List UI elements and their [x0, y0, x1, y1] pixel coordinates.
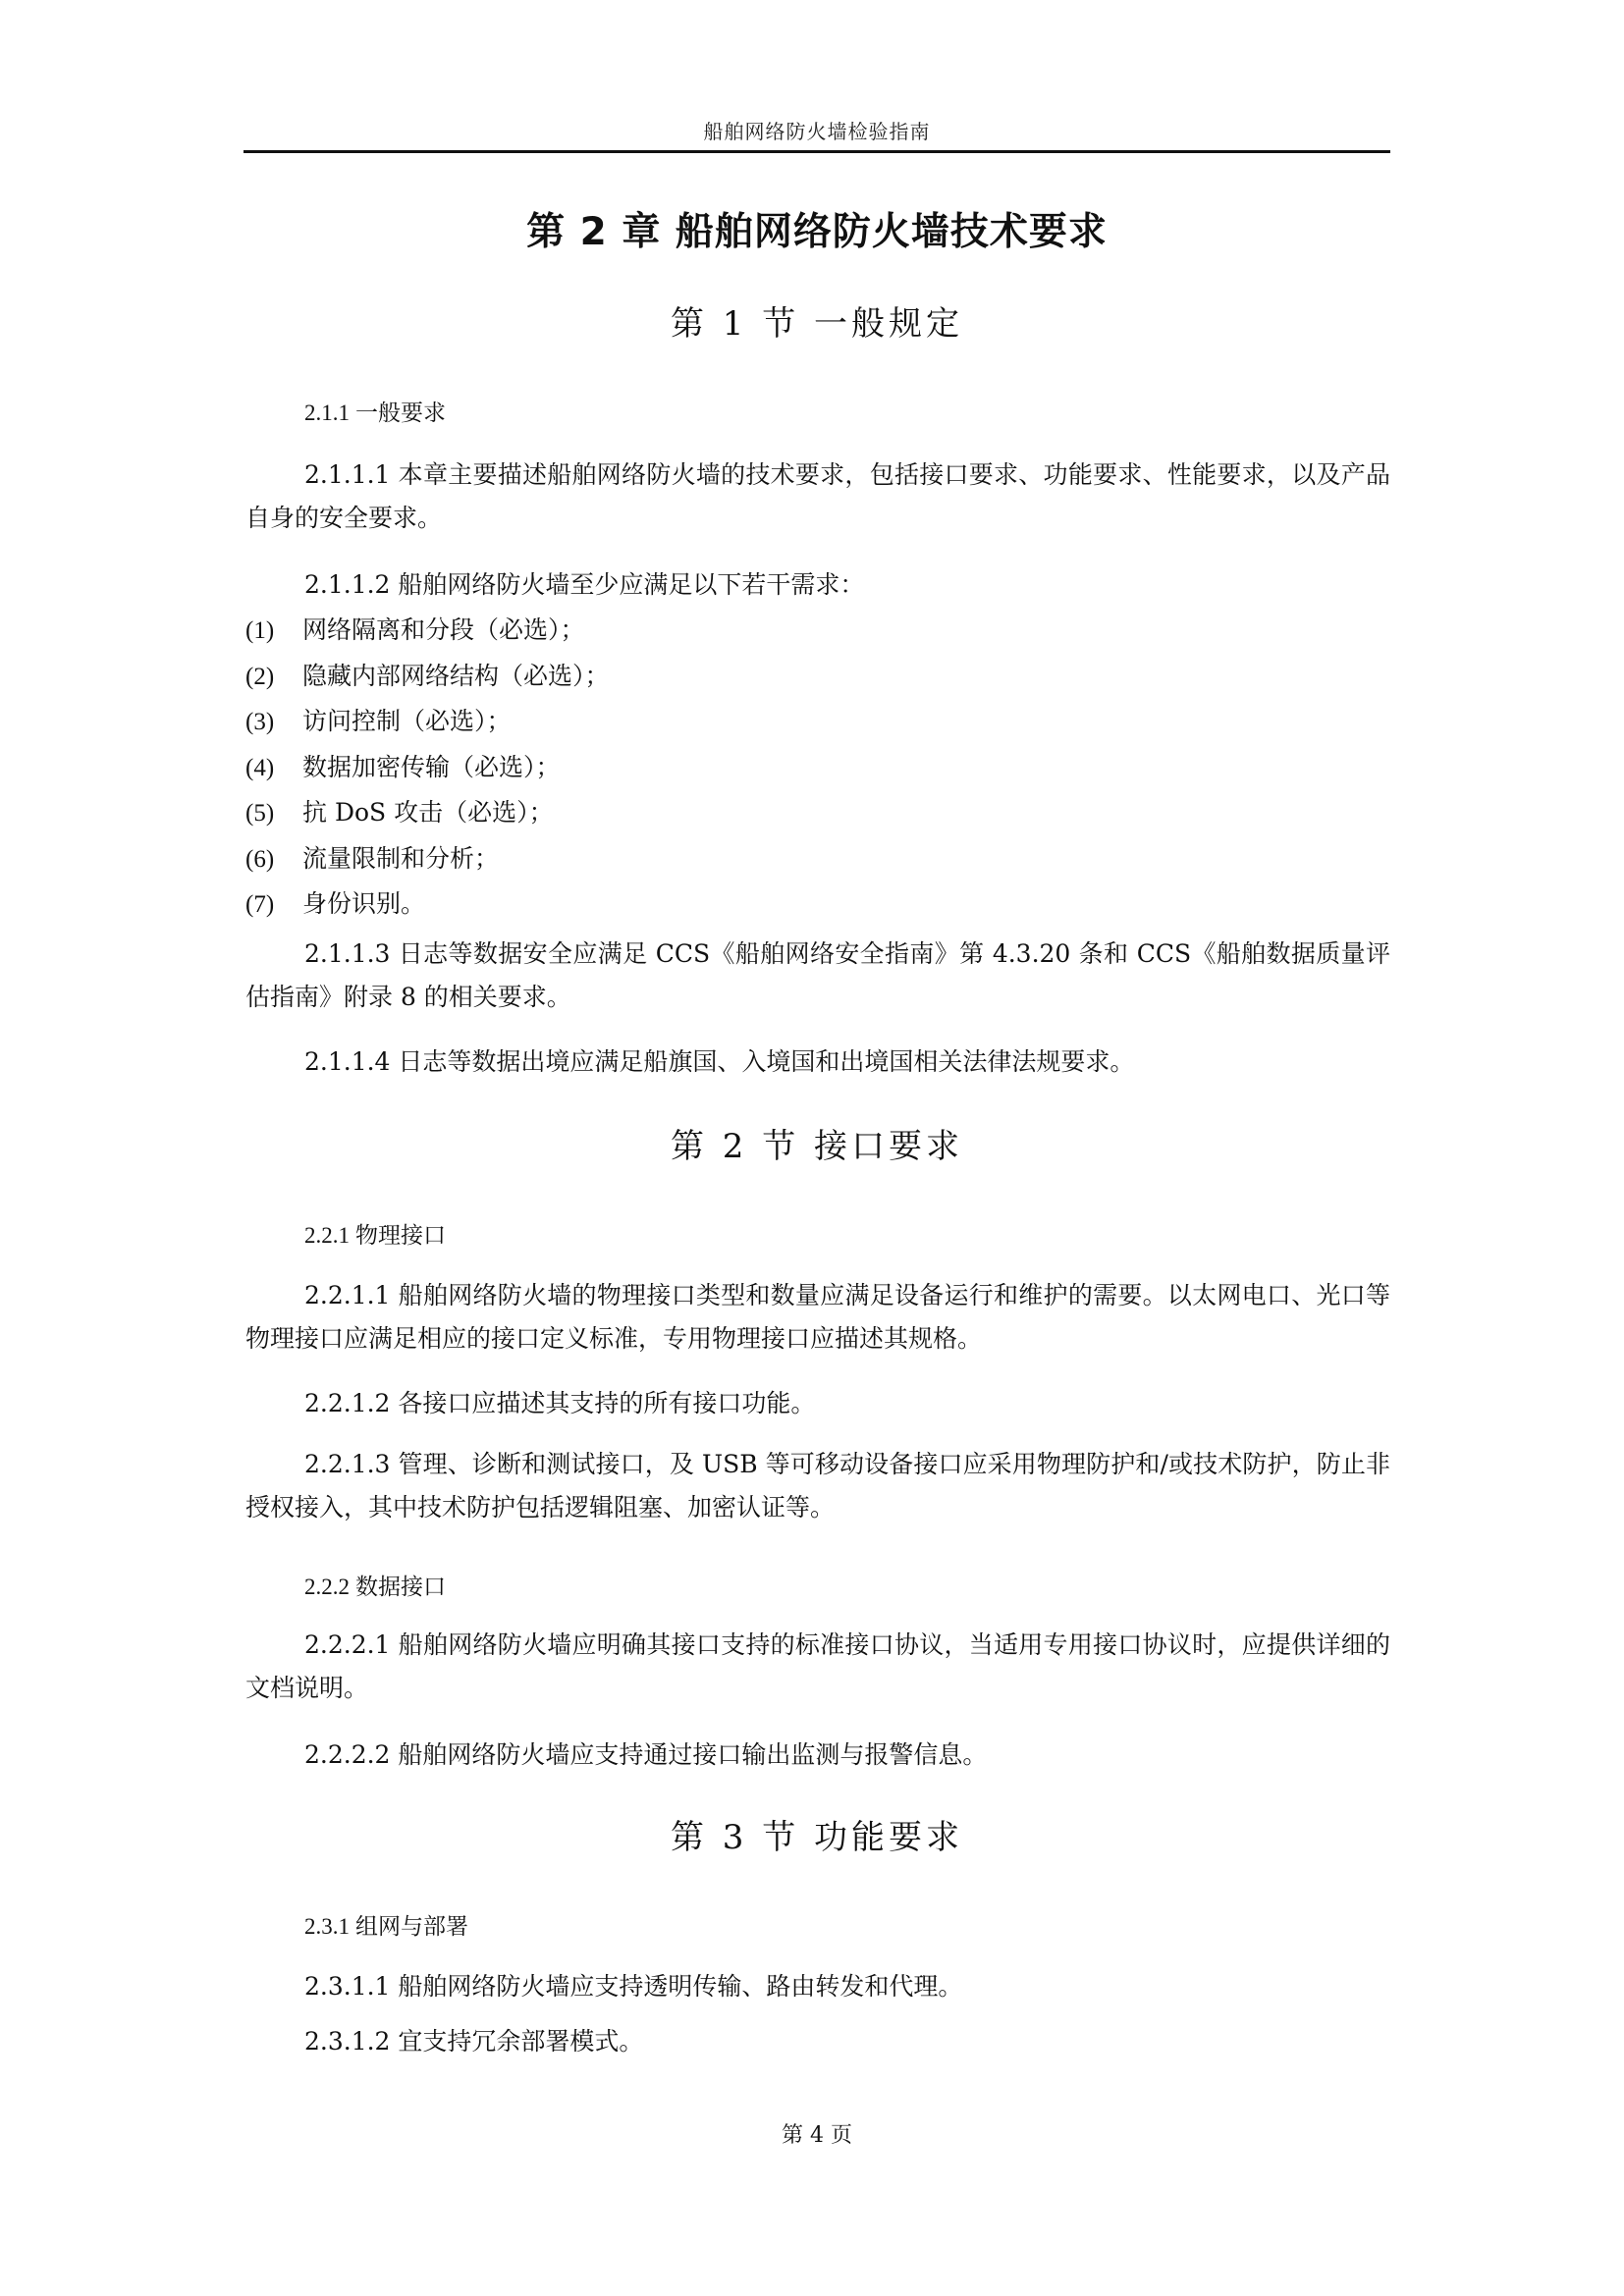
paragraph-2-1-1-4: 2.1.1.4 日志等数据出境应满足船旗国、入境国和出境国相关法律法规要求。: [304, 1047, 1135, 1076]
list-item: [245, 836, 1390, 882]
clause-label: 数据接口: [355, 1575, 446, 1600]
clause-label: 组网与部署: [355, 1914, 468, 1940]
clause-heading-2-2-1: [304, 1217, 446, 1250]
section-title-3: 第 3 节 功能要求: [670, 1818, 964, 1857]
section-title-1: 第 1 节 一般规定: [670, 304, 964, 344]
running-header: 船舶网络防火墙检验指南: [703, 120, 931, 143]
list-item: [245, 745, 1390, 791]
paragraph-2-2-1-2: 2.2.1.2 各接口应描述其支持的所有接口功能。: [304, 1389, 816, 1417]
clause-number: 2.2.2: [304, 1575, 350, 1599]
list-item-text: 访问控制（必选）；: [302, 707, 512, 735]
list-marker: (5): [245, 800, 275, 827]
list-item: [245, 699, 1390, 745]
paragraph-2-2-2-1: 2.2.2.1 船舶网络防火墙应明确其接口支持的标准接口协议，当适用专用接口协议时，应提供详细的文档说明。: [245, 1630, 1390, 1702]
list-item-text: 隐藏内部网络结构（必选）；: [302, 661, 610, 690]
clause-heading-2-2-2: [304, 1569, 446, 1601]
list-item-text: 抗 DoS 攻击（必选）；: [302, 798, 554, 827]
paragraph-2-1-1-3: 2.1.1.3 日志等数据安全应满足 CCS《船舶网络安全指南》第 4.3.20 条和 CCS《船舶数据质量评估指南》附录 8 的相关要求。: [245, 939, 1390, 1011]
list-item: [245, 654, 1390, 700]
section-title-2: 第 2 节 接口要求: [670, 1127, 964, 1166]
header-rule: [244, 150, 1390, 153]
clause-number: 2.3.1: [304, 1914, 350, 1939]
list-item-text: 身份识别。: [302, 889, 426, 918]
list-marker: (4): [245, 754, 275, 781]
list-marker: (3): [245, 709, 275, 735]
clause-heading-2-1-1: [304, 395, 446, 427]
requirements-list: [245, 608, 1390, 928]
clause-label: 物理接口: [355, 1223, 446, 1249]
list-item-text: 流量限制和分析；: [302, 843, 500, 873]
list-item-text: 网络隔离和分段（必选）；: [302, 615, 585, 644]
clause-number: 2.2.1: [304, 1223, 350, 1248]
paragraph-2-1-1-1: 2.1.1.1 本章主要描述船舶网络防火墙的技术要求，包括接口要求、功能要求、性能要求，以及产品自身的安全要求。: [245, 460, 1390, 532]
clause-heading-2-3-1: [304, 1908, 468, 1941]
paragraph-2-2-1-3: 2.2.1.3 管理、诊断和测试接口，及 USB 等可移动设备接口应采用物理防护和/或技术防护，防止非授权接入，其中技术防护包括逻辑阻塞、加密认证等。: [245, 1450, 1390, 1522]
paragraph-2-2-1-1: 2.2.1.1 船舶网络防火墙的物理接口类型和数量应满足设备运行和维护的需要。以太网电口、光口等物理接口应满足相应的接口定义标准，专用物理接口应描述其规格。: [245, 1281, 1390, 1353]
paragraph-2-3-1-2: 2.3.1.2 宜支持冗余部署模式。: [304, 2027, 644, 2056]
list-marker: (7): [245, 891, 275, 918]
list-item: [245, 881, 1390, 928]
paragraph-2-3-1-1: 2.3.1.1 船舶网络防火墙应支持透明传输、路由转发和代理。: [304, 1972, 963, 2001]
clause-label: 一般要求: [355, 400, 446, 426]
list-item: [245, 790, 1390, 836]
paragraph-2-2-2-2: 2.2.2.2 船舶网络防火墙应支持通过接口输出监测与报警信息。: [304, 1740, 988, 1769]
list-marker: (6): [245, 845, 275, 873]
clause-number: 2.1.1: [304, 400, 350, 425]
paragraph-2-1-1-2: 2.1.1.2 船舶网络防火墙至少应满足以下若干需求：: [304, 570, 865, 599]
page-number: 第 4 页: [782, 2123, 852, 2148]
list-marker: (1): [245, 617, 275, 644]
list-marker: (2): [245, 663, 275, 690]
list-item-text: 数据加密传输（必选）；: [302, 752, 561, 781]
chapter-title: 第 2 章 船舶网络防火墙技术要求: [526, 210, 1108, 254]
list-item: [245, 608, 1390, 654]
